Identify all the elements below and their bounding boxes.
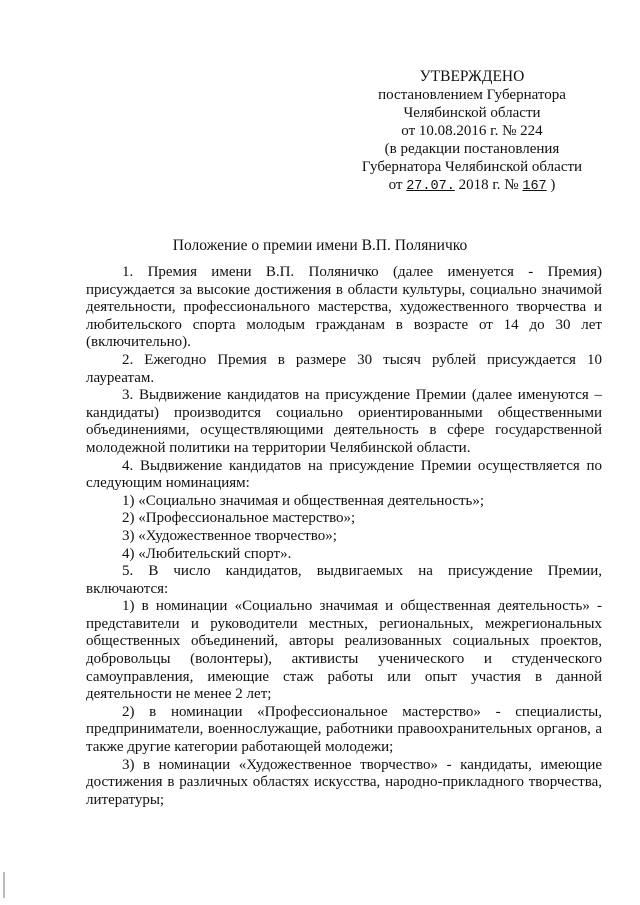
date-prefix: от xyxy=(388,177,403,193)
candidate-item-1: 1) в номинации «Социально значимая и общественная деятельность» - представители и руководители местных, региональных, межрегиональных общественных объединений, авторы реализованных социальных проектов, добровольцы (волонтеры), активисты ученического и студенческого самоуправления, имеющие стаж работы или опыт участия в данной деятельности не менее 2 лет; xyxy=(86,598,602,703)
date-year: 2018 г. № xyxy=(458,177,519,193)
approval-line-2: Челябинской области xyxy=(403,105,541,121)
nomination-item-4: 4) «Любительский спорт». xyxy=(122,545,292,562)
paragraph-4: 4. Выдвижение кандидатов на присуждение Премии осуществляется по следующим номинациям: xyxy=(86,457,602,492)
amendment-date: 27.07. xyxy=(406,179,455,194)
amendment-date-line xyxy=(322,176,622,196)
nomination-item-1: 1) «Социально значимая и общественная деятельность»; xyxy=(122,492,485,509)
document-title: Положение о премии имени В.П. Поляничко xyxy=(172,237,468,254)
nomination-item-2: 2) «Профессиональное мастерство»; xyxy=(122,510,356,527)
nomination-item-3: 3) «Художественное творчество»; xyxy=(122,527,337,544)
closing-paren: ) xyxy=(550,177,556,193)
approval-line-5: Губернатора Челябинской области xyxy=(361,159,583,175)
candidate-item-2: 2) в номинации «Профессиональное мастерство» - специалисты, предприниматели, военнослужащие, работники правоохранительных органов, а также другие категории работающей молодежи; xyxy=(86,703,602,756)
scan-edge-mark xyxy=(3,872,5,898)
document-body xyxy=(86,264,602,809)
paragraph-3: 3. Выдвижение кандидатов на присуждение Премии (далее именуются – кандидаты) производится социально ориентированными общественными объединениями, осуществляющими деятельность в сфере государственной молодежной политики на территории Челябинской области. xyxy=(86,387,602,456)
candidate-item-3: 3) в номинации «Художественное творчество» - кандидаты, имеющие достижения в различных областях искусства, народно-прикладного творчества, литературы; xyxy=(86,756,602,808)
approval-line-4: (в редакции постановления xyxy=(384,141,560,157)
approval-line-3: от 10.08.2016 г. № 224 xyxy=(401,123,543,139)
approval-block xyxy=(322,68,622,196)
paragraph-5: 5. В число кандидатов, выдвигаемых на присуждение Премии, включаются: xyxy=(86,563,602,597)
paragraph-2: 2. Ежегодно Премия в размере 30 тысяч рублей присуждается 10 лауреатам. xyxy=(86,351,602,386)
paragraph-1: 1. Премия имени В.П. Поляничко (далее именуется - Премия) присуждается за высокие достижения в области культуры, социально значимой деятельности, профессионального мастерства, художественного творчества и любительского спорта молодым гражданам в возрасте от 14 до 30 лет (включительно). xyxy=(86,264,602,351)
amendment-number: 167 xyxy=(522,179,547,194)
approval-line-1: постановлением Губернатора xyxy=(378,87,566,103)
approval-heading: УТВЕРЖДЕНО xyxy=(419,68,525,85)
